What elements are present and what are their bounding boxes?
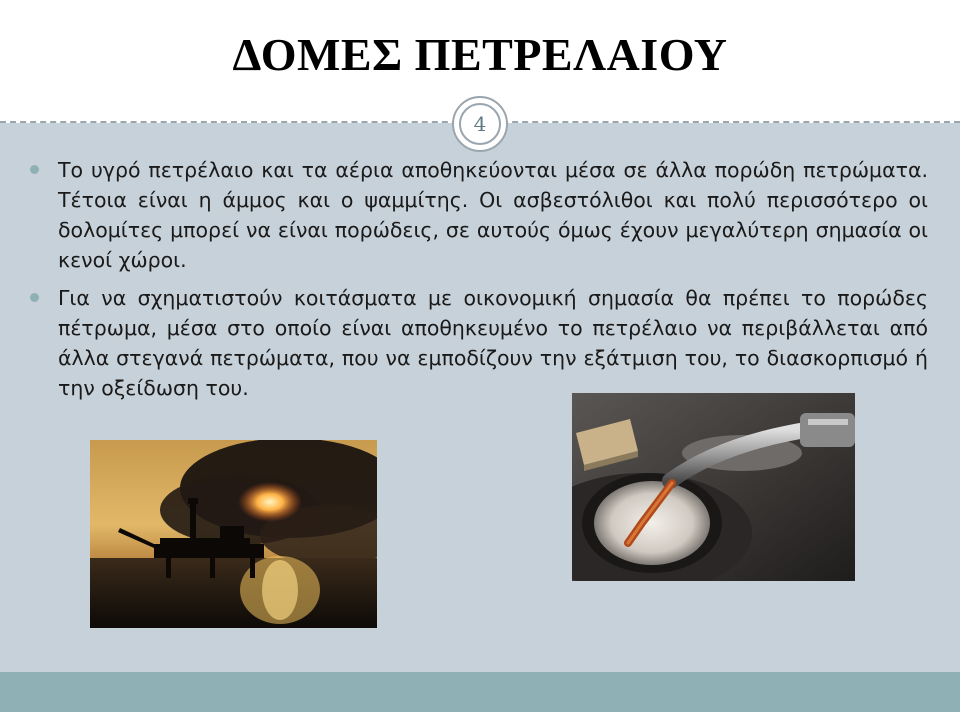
bullet-dot-icon [30,293,39,302]
fuel-tank-image [572,393,855,581]
bullet-text: Το υγρό πετρέλαιο και τα αέρια αποθηκεύονται μέσα σε άλλα πορώδη πετρώματα. Τέτοια είναι η άμμος και ο ψαμμίτης. Οι ασβεστόλιθοι και πολύ περισσότερο οι δολομίτες μπορεί να είναι πορώδεις, σε αυτούς όμως έχουν μεγαλύτερη σημασία οι κενοί χώροι. [58,158,928,272]
page-number: 4 [459,103,501,145]
slide-title: ΔΟΜΕΣ ΠΕΤΡΕΛΑΙΟΥ [232,29,728,80]
footer-band [0,672,960,712]
fuel-nozzle-tank-photo [572,393,855,581]
bullet-dot-icon [30,165,39,174]
bullet-text: Για να σχηματιστούν κοιτάσματα με οικονομική σημασία θα πρέπει το πορώδες πέτρωμα, μέσα στο οποίο είναι αποθηκευμένο το πετρέλαιο να περιβάλλεται από άλλα στεγανά πετρώματα, που να εμποδίζουν την εξάτμιση του, το διασκορπισμό ή την οξείδωση του. [58,286,928,400]
page-number-badge [452,96,508,152]
oil-platform-fire-image [90,440,377,628]
oil-platform-fire-photo [90,440,377,628]
